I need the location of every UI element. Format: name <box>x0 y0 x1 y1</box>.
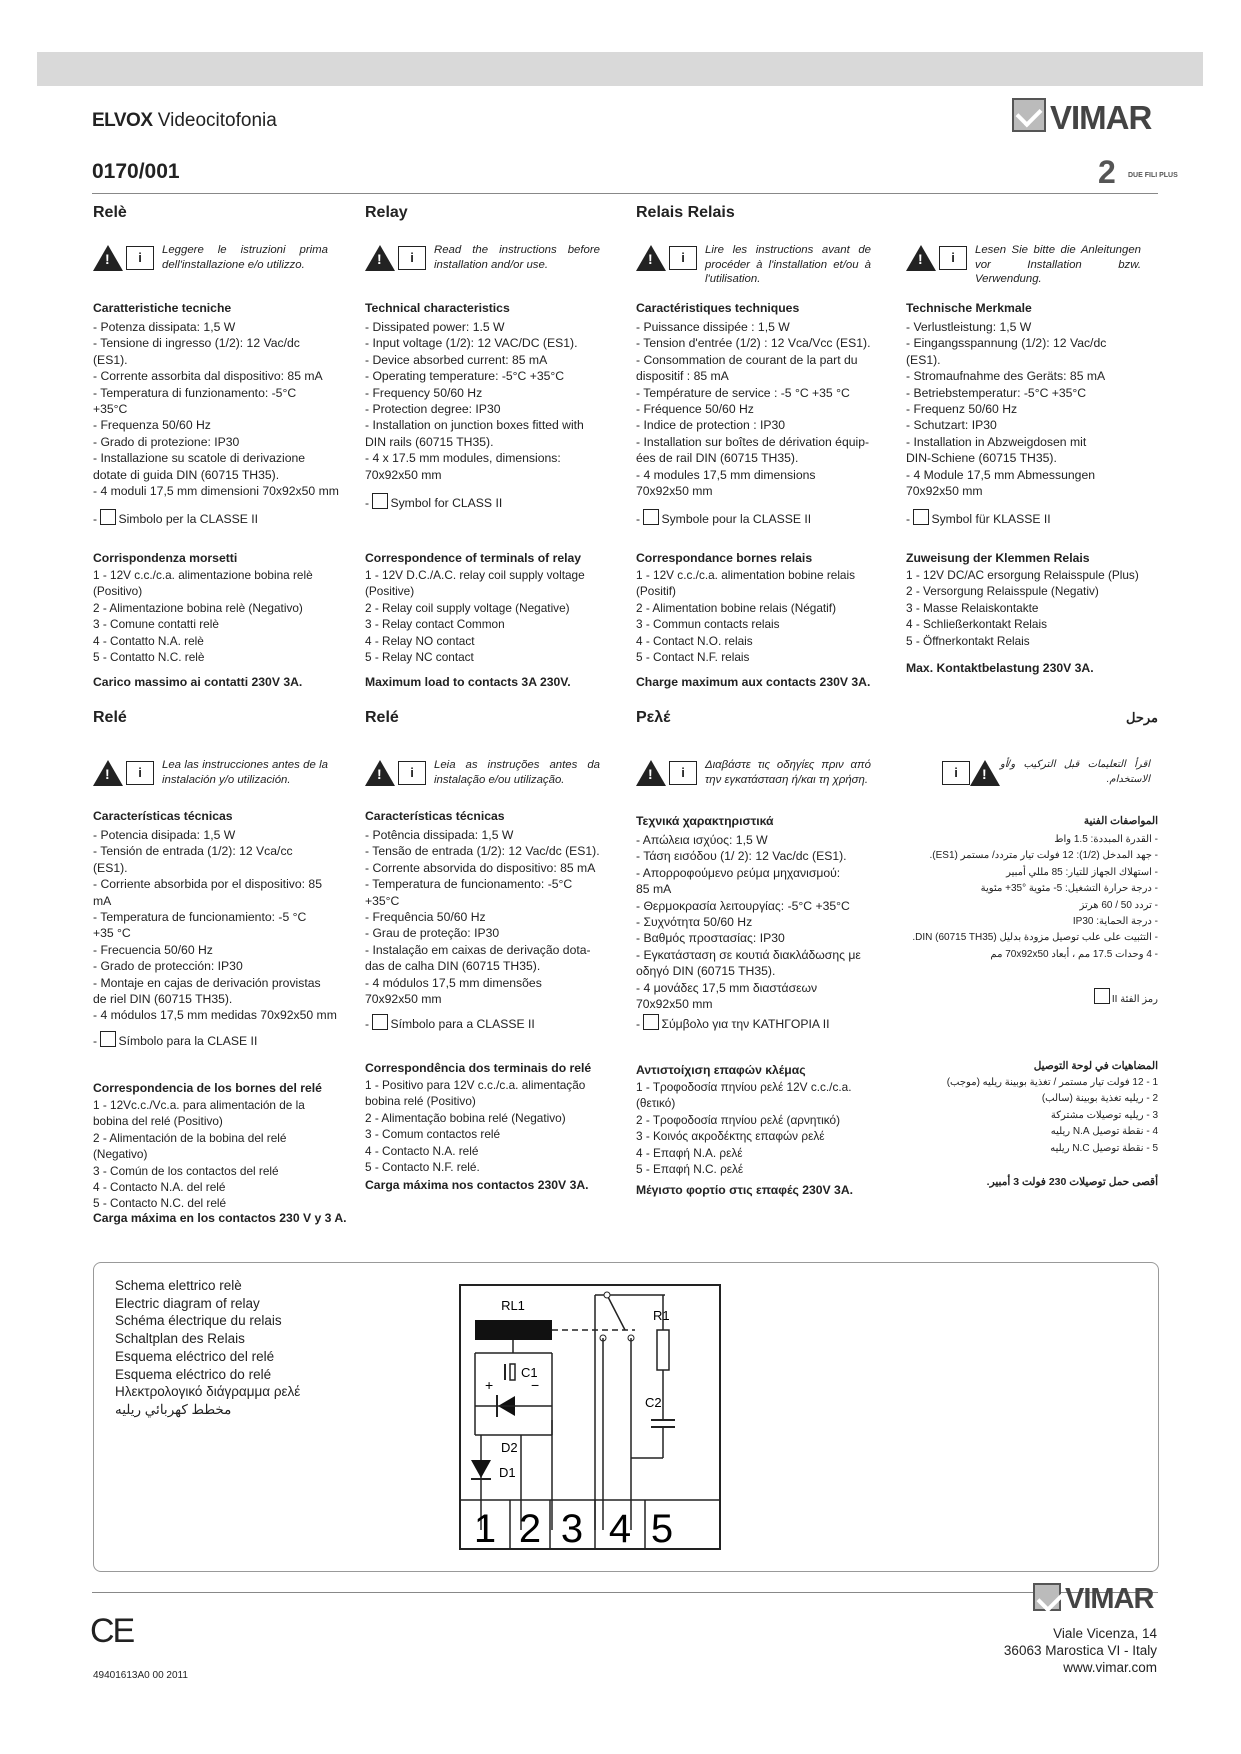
tech-item: dotate di guida DIN (60715 TH35). <box>93 467 280 482</box>
column-title: Relè <box>93 204 127 221</box>
tech-heading: Caractéristiques techniques <box>636 301 800 315</box>
tech-item: (ES1). <box>93 352 128 367</box>
tech-item: de riel DIN (60715 TH35). <box>93 992 233 1007</box>
tech-item: - Consommation de courant de la part du <box>636 352 858 367</box>
terminals-list <box>365 567 585 665</box>
tech-item: - Corrente absorvida do dispositivo: 85 mA <box>365 860 596 875</box>
diagram-legend <box>115 1277 300 1419</box>
tech-list <box>636 832 861 1012</box>
tech-item: - Frequência 50/60 Hz <box>365 910 486 925</box>
website-link[interactable]: www.vimar.com <box>1063 1660 1157 1675</box>
tech-item: - Tensione di ingresso (1/2): 12 Vac/dc <box>93 336 300 351</box>
brand-title: ELVOX Videocitofonia <box>92 110 277 131</box>
terminal-4: 4 <box>608 1507 632 1550</box>
terminal-item: 3 - Comum contactos relé <box>365 1127 501 1142</box>
warning-text: Leia as instruções antes da instalação e/ou utilização. <box>434 759 600 786</box>
tech-item: - Verlustleistung: 1,5 W <box>906 320 1032 334</box>
max-load-note: Max. Kontaktbelastung 230V 3A. <box>906 661 1094 675</box>
class-ii-line: - Symbol for CLASS II <box>365 493 502 511</box>
terminal-item: 5 - Contact N.F. relais <box>636 650 750 665</box>
tech-item: +35 °C <box>93 926 131 941</box>
rl1-label: RL1 <box>501 1298 525 1313</box>
terminal-item: (Negativo) <box>93 1147 148 1162</box>
terminal-1: 1 <box>473 1507 497 1550</box>
tech-item: (ES1). <box>93 860 128 875</box>
tech-item: 70x92x50 mm <box>636 997 713 1012</box>
tech-item: - Instalação em caixas de derivação dota- <box>365 942 591 957</box>
tech-item: - Installation on junction boxes fitted with <box>365 418 584 433</box>
warning-triangle-icon <box>970 760 1000 786</box>
terminals-list <box>636 567 855 665</box>
tech-item: 70x92x50 mm <box>365 992 442 1007</box>
tech-item: - 4 وحدات 17.5 مم ، أبعاد 70x92x50 مم <box>990 948 1158 960</box>
terminals-heading: Correspondance bornes relais <box>636 551 813 565</box>
tech-item: - Indice de protection : IP30 <box>636 418 786 433</box>
terminals-list <box>93 1097 305 1212</box>
tech-item: das de calha DIN (60715 TH35). <box>365 959 541 974</box>
max-load-note: Μέγιστο φορτίο στις επαφές 230V 3A. <box>636 1183 854 1197</box>
tech-list <box>93 319 339 499</box>
terminal-item: 2 - ريليه تغذية بوبينة (سالب) <box>1041 1093 1158 1105</box>
tech-item: - Grado de protección: IP30 <box>93 959 243 974</box>
terminal-item: 2 - Alimentazione bobina relè (Negativo) <box>93 600 303 615</box>
warning-triangle-icon <box>906 245 936 271</box>
class-ii-icon <box>372 493 388 509</box>
legend-line: Ηλεκτρολογικό διάγραμμα ρελέ <box>115 1384 301 1400</box>
terminals-list <box>365 1077 585 1175</box>
tech-item: ées de rail DIN (60715 TH35). <box>636 451 799 466</box>
terminal-item: 4 - Επαφή Ν.Α. ρελέ <box>636 1145 743 1160</box>
tech-item: 70x92x50 mm <box>636 484 713 499</box>
tech-item: - Frecuencia 50/60 Hz <box>93 942 213 957</box>
max-load-note: Carga máxima en los contactos 230 V y 3 A. <box>93 1211 347 1225</box>
tech-heading: المواصفات الفنية <box>1083 815 1158 827</box>
tech-item: +35°C <box>93 402 128 417</box>
class-ii-line: رمز الفئة II <box>1094 988 1158 1008</box>
terminal-5: 5 <box>650 1507 674 1550</box>
column-title: Relay <box>365 204 408 221</box>
tech-list <box>93 827 337 1024</box>
vimar-logo-icon <box>1033 1583 1061 1611</box>
tech-heading: Technical characteristics <box>365 301 510 315</box>
terminal-item: 2 - Alimentation bobine relais (Négatif) <box>636 600 836 615</box>
legend-line: Schema elettrico relè <box>115 1278 242 1293</box>
class-ii-line: - Σύμβολο για την ΚΑΤΗΓΟΡΙΑ II <box>636 1014 830 1032</box>
terminal-item: 2 - Versorgung Relaisspule (Negativ) <box>906 584 1099 599</box>
warning-text: Lea las instrucciones antes de la instalación y/o utilización. <box>162 759 328 786</box>
warning-triangle-icon <box>365 760 395 786</box>
terminal-item: 5 - Επαφή Ν.C. ρελέ <box>636 1162 744 1177</box>
tech-item: +35°C <box>365 893 400 908</box>
column-title: Relé <box>93 709 127 726</box>
max-load-note: Charge maximum aux contacts 230V 3A. <box>636 675 871 689</box>
legend-line: Esquema eléctrico do relé <box>115 1366 272 1382</box>
document-id: 49401613A0 00 2011 <box>93 1670 188 1681</box>
terminals-list <box>947 1075 1158 1157</box>
tech-item: - Tensión de entrada (1/2): 12 Vca/cc <box>93 844 293 859</box>
tech-item: - Εγκατάσταση σε κουτιά διακλάδωσης με <box>636 947 861 962</box>
terminal-item: 5 - Contacto N.C. del relé <box>93 1196 227 1211</box>
top-band <box>37 52 1203 86</box>
manual-info-icon: i <box>669 761 697 785</box>
tech-item: - Απώλεια ισχύος: 1,5 W <box>636 833 768 847</box>
legend-line: مخطط كهربائي ريليه <box>115 1401 232 1417</box>
tech-list <box>912 832 1158 963</box>
column-title: مرحل <box>1125 710 1158 725</box>
tech-heading: Características técnicas <box>93 809 233 823</box>
c1-label: C1 <box>521 1365 538 1380</box>
c2-label: C2 <box>645 1395 662 1410</box>
tech-heading: Τεχνικά χαρακτηριστικά <box>636 814 774 828</box>
class-ii-line: - Símbolo para la CLASE II <box>93 1031 257 1049</box>
terminals-heading: Correspondência dos terminais do relé <box>365 1061 592 1075</box>
column-title: Relais Relais <box>636 204 735 221</box>
tech-item: - درجة حرارة التشغيل: 5- مئوية °35+ مئوية <box>980 883 1158 895</box>
terminal-item: 3 - ريليه توصيلات مشتركة <box>1050 1109 1158 1121</box>
tech-item: - Grado di protezione: IP30 <box>93 434 240 449</box>
tech-item: mA <box>93 893 112 908</box>
tech-item: - Frequency 50/60 Hz <box>365 385 483 400</box>
tech-item: - Stromaufnahme des Geräts: 85 mA <box>906 369 1106 384</box>
tech-item: - Dissipated power: 1.5 W <box>365 320 505 334</box>
terminal-item: 3 - Commun contacts relais <box>636 617 780 632</box>
tech-item: - Βαθμός προστασίας: IP30 <box>636 931 785 946</box>
vimar-logo: VIMAR <box>1012 98 1151 137</box>
terminal-item: 3 - Comune contatti relè <box>93 617 219 632</box>
terminal-item: 1 - 12 فولت تيار مستمر / تغذية بوبينة ريليه (موجب) <box>946 1077 1158 1088</box>
tech-item: - Input voltage (1/2): 12 VAC/DC (ES1). <box>365 336 578 351</box>
terminal-item: (θετικό) <box>636 1096 676 1111</box>
tech-heading: Technische Merkmale <box>906 301 1032 315</box>
class-ii-icon <box>913 509 929 525</box>
tech-item: (ES1). <box>906 352 941 367</box>
tech-item: - Potencia disipada: 1,5 W <box>93 828 236 842</box>
terminal-item: 3 - Relay contact Common <box>365 617 505 632</box>
read-instructions-notice <box>906 243 1141 287</box>
read-instructions-notice <box>365 758 600 787</box>
terminal-item: 4 - Contacto N.A. relé <box>365 1143 479 1158</box>
terminal-item: 5 - Relay NC contact <box>365 650 474 665</box>
manual-info-icon: i <box>126 246 154 270</box>
tech-item: 70x92x50 mm <box>365 467 442 482</box>
tech-item: - Απορροφούμενο ρεύμα μηχανισμού: <box>636 865 841 880</box>
terminal-item: 4 - Contacto N.A. del relé <box>93 1180 226 1195</box>
tech-item: - جهد المدخل (1/2): 12 فولت تيار متردد/ مستمر (ES1). <box>929 850 1158 862</box>
relay-circuit-diagram <box>455 1280 725 1550</box>
tech-item: - Installation in Abzweigdosen mit <box>906 434 1087 449</box>
tech-item: - القدرة المبددة: 1.5 واط <box>1054 834 1158 845</box>
legend-line: Esquema eléctrico del relé <box>115 1348 275 1364</box>
class-ii-line: - Símbolo para a CLASSE II <box>365 1014 535 1032</box>
tech-item: dispositif : 85 mA <box>636 369 729 384</box>
terminals-heading: Correspondencia de los bornes del relé <box>93 1081 322 1095</box>
tech-item: 70x92x50 mm <box>906 484 983 499</box>
terminal-item: 4 - Schließerkontakt Relais <box>906 617 1047 632</box>
manual-info-icon: i <box>398 246 426 270</box>
terminal-item: (Positif) <box>636 584 676 599</box>
terminal-item: 1 - 12V D.C./A.C. relay coil supply voltage <box>365 568 585 582</box>
terminal-item: 2 - Relay coil supply voltage (Negative) <box>365 600 570 615</box>
tech-item: - Protection degree: IP30 <box>365 402 501 417</box>
legend-line: Schéma électrique du relais <box>115 1313 282 1329</box>
r1-label: R1 <box>653 1308 670 1323</box>
tech-heading: Características técnicas <box>365 809 505 823</box>
tech-item: - 4 μονάδες 17,5 mm διαστάσεων <box>636 980 818 995</box>
tech-item: - Temperatura de funcionamento: -5°C <box>365 877 573 892</box>
class-ii-line: - Symbole pour la CLASSE II <box>636 509 811 527</box>
terminal-item: 4 - نقطة توصيل N.A ريليه <box>1050 1126 1158 1138</box>
terminal-item: 3 - Κοινός ακροδέκτης επαφών ρελέ <box>636 1129 825 1144</box>
tech-item: - Betriebstemperatur: -5°C +35°C <box>906 385 1087 400</box>
svg-text:+: + <box>485 1377 494 1393</box>
terminal-item: (Positive) <box>365 584 415 599</box>
legend-line: Schaltplan des Relais <box>115 1331 245 1347</box>
company-address: Viale Vicenza, 14 36063 Marostica VI - Italy www.vimar.com <box>940 1625 1157 1676</box>
warning-text: Read the instructions before installation and/or use. <box>434 244 600 271</box>
class-ii-icon <box>1094 988 1110 1004</box>
relay-coil <box>475 1320 552 1340</box>
read-instructions-notice <box>636 243 871 287</box>
read-instructions-notice <box>93 758 328 787</box>
tech-item: - Puissance dissipée : 1,5 W <box>636 320 790 334</box>
terminal-item: 1 - 12V c.c./c.a. alimentazione bobina relè <box>93 568 313 582</box>
tech-item: - 4 modules 17,5 mm dimensions <box>636 467 816 482</box>
tech-item: 85 mA <box>636 882 672 897</box>
terminal-item: bobina relé (Positivo) <box>365 1094 476 1109</box>
terminal-item: 1 - 12V DC/AC ersorgung Relaisspule (Plus) <box>906 568 1139 582</box>
read-instructions-notice <box>939 758 1158 787</box>
terminals-list <box>93 567 313 665</box>
due-fili-plus-logo: 2 DUE FILI PLUS <box>1098 154 1178 190</box>
tech-item: - Fréquence 50/60 Hz <box>636 402 754 417</box>
tech-item: οδηγό DIN (60715 TH35). <box>636 964 776 979</box>
tech-item: DIN-Schiene (60715 TH35). <box>906 451 1057 466</box>
read-instructions-notice <box>93 243 328 272</box>
max-load-note: Carico massimo ai contatti 230V 3A. <box>93 675 303 689</box>
tech-list <box>906 319 1106 499</box>
d1-label: D1 <box>499 1465 516 1480</box>
warning-triangle-icon <box>636 245 666 271</box>
tech-item: - Frequenz 50/60 Hz <box>906 402 1018 417</box>
tech-item: - Grau de proteção: IP30 <box>365 926 500 941</box>
terminal-item: 2 - Τροφοδοσία πηνίου ρελέ (αρνητικό) <box>636 1112 841 1127</box>
warning-triangle-icon <box>93 245 123 271</box>
tech-item: - 4 módulos 17,5 mm medidas 70x92x50 mm <box>93 1008 337 1023</box>
class-ii-icon <box>100 509 116 525</box>
tech-item: - 4 Module 17,5 mm Abmessungen <box>906 467 1096 482</box>
header-rule <box>92 193 1158 194</box>
tech-item: - Temperatura di funzionamento: -5°C <box>93 385 297 400</box>
tech-item: - Montaje en cajas de derivación provistas <box>93 975 321 990</box>
warning-text: Lire les instructions avant de procéder à l'installation et/ou à l'utilisation. <box>705 244 871 285</box>
terminals-list <box>636 1079 851 1177</box>
manual-info-icon: i <box>398 761 426 785</box>
tech-item: - 4 moduli 17,5 mm dimensioni 70x92x50 mm <box>93 484 339 499</box>
terminals-list <box>906 567 1139 649</box>
tech-item: - 4 x 17.5 mm modules, dimensions: <box>365 451 561 466</box>
read-instructions-notice <box>365 243 600 272</box>
tech-item: - Corrente assorbita dal dispositivo: 85 mA <box>93 369 323 384</box>
footer-vimar-logo: VIMAR <box>1033 1583 1153 1616</box>
terminal-item: (Positivo) <box>93 584 143 599</box>
class-ii-icon <box>372 1014 388 1030</box>
tech-item: - Eingangsspannung (1/2): 12 Vac/dc <box>906 336 1107 351</box>
column-title: Ρελέ <box>636 709 671 726</box>
d1-diode <box>471 1460 491 1478</box>
tech-item: - Installazione su scatole di derivazione <box>93 451 306 466</box>
tech-item: - Potência dissipada: 1,5 W <box>365 828 514 842</box>
terminal-item: 5 - Contacto N.F. relé. <box>365 1160 480 1175</box>
tech-item: - Θερμοκρασία λειτουργίας: -5°C +35°C <box>636 898 850 913</box>
manual-info-icon: i <box>126 761 154 785</box>
max-load-note: أقصى حمل توصيلات 230 فولت 3 أمبير. <box>986 1176 1158 1188</box>
terminals-heading: المضاهيات في لوحة التوصيل <box>1033 1060 1158 1072</box>
relay-contact <box>607 1295 625 1330</box>
tech-item: - تردد 50 / 60 هرتز <box>1079 899 1158 911</box>
terminal-item: 4 - Contact N.O. relais <box>636 633 753 648</box>
terminal-2: 2 <box>518 1507 542 1550</box>
terminal-item: 2 - Alimentación de la bobina del relé <box>93 1130 287 1145</box>
warning-text: Leggere le istruzioni prima dell'installazione e/o utilizzo. <box>162 244 328 271</box>
tech-item: - Installation sur boîtes de dérivation équip- <box>636 434 870 449</box>
manual-info-icon: i <box>939 246 967 270</box>
terminal-item: 5 - Contatto N.C. relè <box>93 650 205 665</box>
max-load-note: Carga máxima nos contactos 230V 3A. <box>365 1178 589 1192</box>
terminals-heading: Αντιστοίχιση επαφών κλέμας <box>636 1063 806 1077</box>
terminal-item: 4 - Relay NO contact <box>365 633 475 648</box>
column-title: Relé <box>365 709 399 726</box>
tech-item: - Potenza dissipata: 1,5 W <box>93 320 236 334</box>
warning-triangle-icon <box>365 245 395 271</box>
read-instructions-notice <box>636 758 871 787</box>
terminal-3: 3 <box>560 1507 584 1550</box>
class-ii-icon <box>643 509 659 525</box>
d2-label: D2 <box>501 1440 518 1455</box>
tech-item: - Συχνότητα 50/60 Hz <box>636 915 753 930</box>
warning-text: Διαβάστε τις οδηγίες πριν από την εγκατάσταση ή/και τη χρήση. <box>705 759 871 786</box>
terminals-heading: Correspondence of terminals of relay <box>365 551 582 565</box>
class-ii-line: - Simbolo per la CLASSE II <box>93 509 258 527</box>
tech-item: - Frequenza 50/60 Hz <box>93 418 211 433</box>
tech-item: - Tensão de entrada (1/2): 12 Vac/dc (ES1). <box>365 844 600 859</box>
terminal-item: 1 - 12Vc.c./Vc.a. para alimentación de la <box>93 1098 305 1112</box>
tech-list <box>636 319 870 499</box>
tech-item: - استهلاك الجهاز للتيار: 85 مللي أمبير <box>1006 866 1158 878</box>
tech-heading: Caratteristiche tecniche <box>93 301 232 315</box>
tech-list <box>365 827 600 1007</box>
terminal-item: 5 - نقطة توصيل N.C ريليه <box>1050 1142 1158 1154</box>
manual-info-icon: i <box>669 246 697 270</box>
ce-mark: CE <box>90 1612 134 1650</box>
class-ii-line: - Symbol für KLASSE II <box>906 509 1051 527</box>
tech-item: - Corriente absorbida por el dispositivo: 85 <box>93 877 322 892</box>
tech-item: - Temperatura de funcionamiento: -5 °C <box>93 910 307 925</box>
model-number: 0170/001 <box>92 160 180 183</box>
warning-triangle-icon <box>93 760 123 786</box>
warning-triangle-icon <box>636 760 666 786</box>
svg-text:−: − <box>531 1377 540 1393</box>
r1-resistor <box>657 1330 669 1370</box>
tech-item: - Température de service : -5 °C +35 °C <box>636 385 850 400</box>
tech-item: - Device absorbed current: 85 mA <box>365 352 548 367</box>
terminal-item: 1 - Τροφοδοσία πηνίου ρελέ 12V c.c./c.a. <box>636 1080 852 1094</box>
terminals-heading: Corrispondenza morsetti <box>93 551 238 565</box>
tech-item: - 4 módulos 17,5 mm dimensões <box>365 975 542 990</box>
tech-item: - Τάση εισόδου (1/ 2): 12 Vac/dc (ES1). <box>636 849 847 864</box>
tech-item: DIN rails (60715 TH35). <box>365 434 494 449</box>
max-load-note: Maximum load to contacts 3A 230V. <box>365 675 571 689</box>
terminal-item: 3 - Común de los contactos del relé <box>93 1163 279 1178</box>
terminal-item: bobina del relé (Positivo) <box>93 1114 223 1129</box>
tech-list <box>365 319 584 483</box>
warning-text: Lesen Sie bitte die Anleitungen vor Installation bzw. Verwendung. <box>975 244 1141 285</box>
tech-item: - Schutzart: IP30 <box>906 418 997 433</box>
terminal-item: 4 - Contatto N.A. relè <box>93 633 204 648</box>
terminal-item: 5 - Öffnerkontakt Relais <box>906 633 1030 648</box>
footer-rule <box>92 1592 1158 1593</box>
terminal-item: 3 - Masse Relaiskontakte <box>906 600 1039 615</box>
terminal-item: 2 - Alimentação bobina relé (Negativo) <box>365 1110 566 1125</box>
tech-item: - Tension d'entrée (1/2) : 12 Vca/Vcc (ES1). <box>636 336 871 351</box>
class-ii-icon <box>643 1014 659 1030</box>
terminal-item: 1 - Positivo para 12V c.c./c.a. alimentação <box>365 1078 586 1092</box>
warning-text: اقرأ التعليمات قبل التركيب و/أو الاستخدام. <box>1000 759 1150 785</box>
vimar-logo-icon <box>1012 98 1046 132</box>
class-ii-icon <box>100 1031 116 1047</box>
tech-item: - درجة الحماية: IP30 <box>1072 916 1158 928</box>
legend-line: Electric diagram of relay <box>115 1295 260 1311</box>
manual-info-icon: i <box>942 761 970 785</box>
tech-item: - التثبيت على علب توصيل مزودة بدليل DIN (60715 TH35). <box>912 932 1158 944</box>
tech-item: - Operating temperature: -5°C +35°C <box>365 369 565 384</box>
terminal-item: 1 - 12V c.c./c.a. alimentation bobine relais <box>636 568 856 582</box>
terminals-heading: Zuweisung der Klemmen Relais <box>906 551 1090 565</box>
